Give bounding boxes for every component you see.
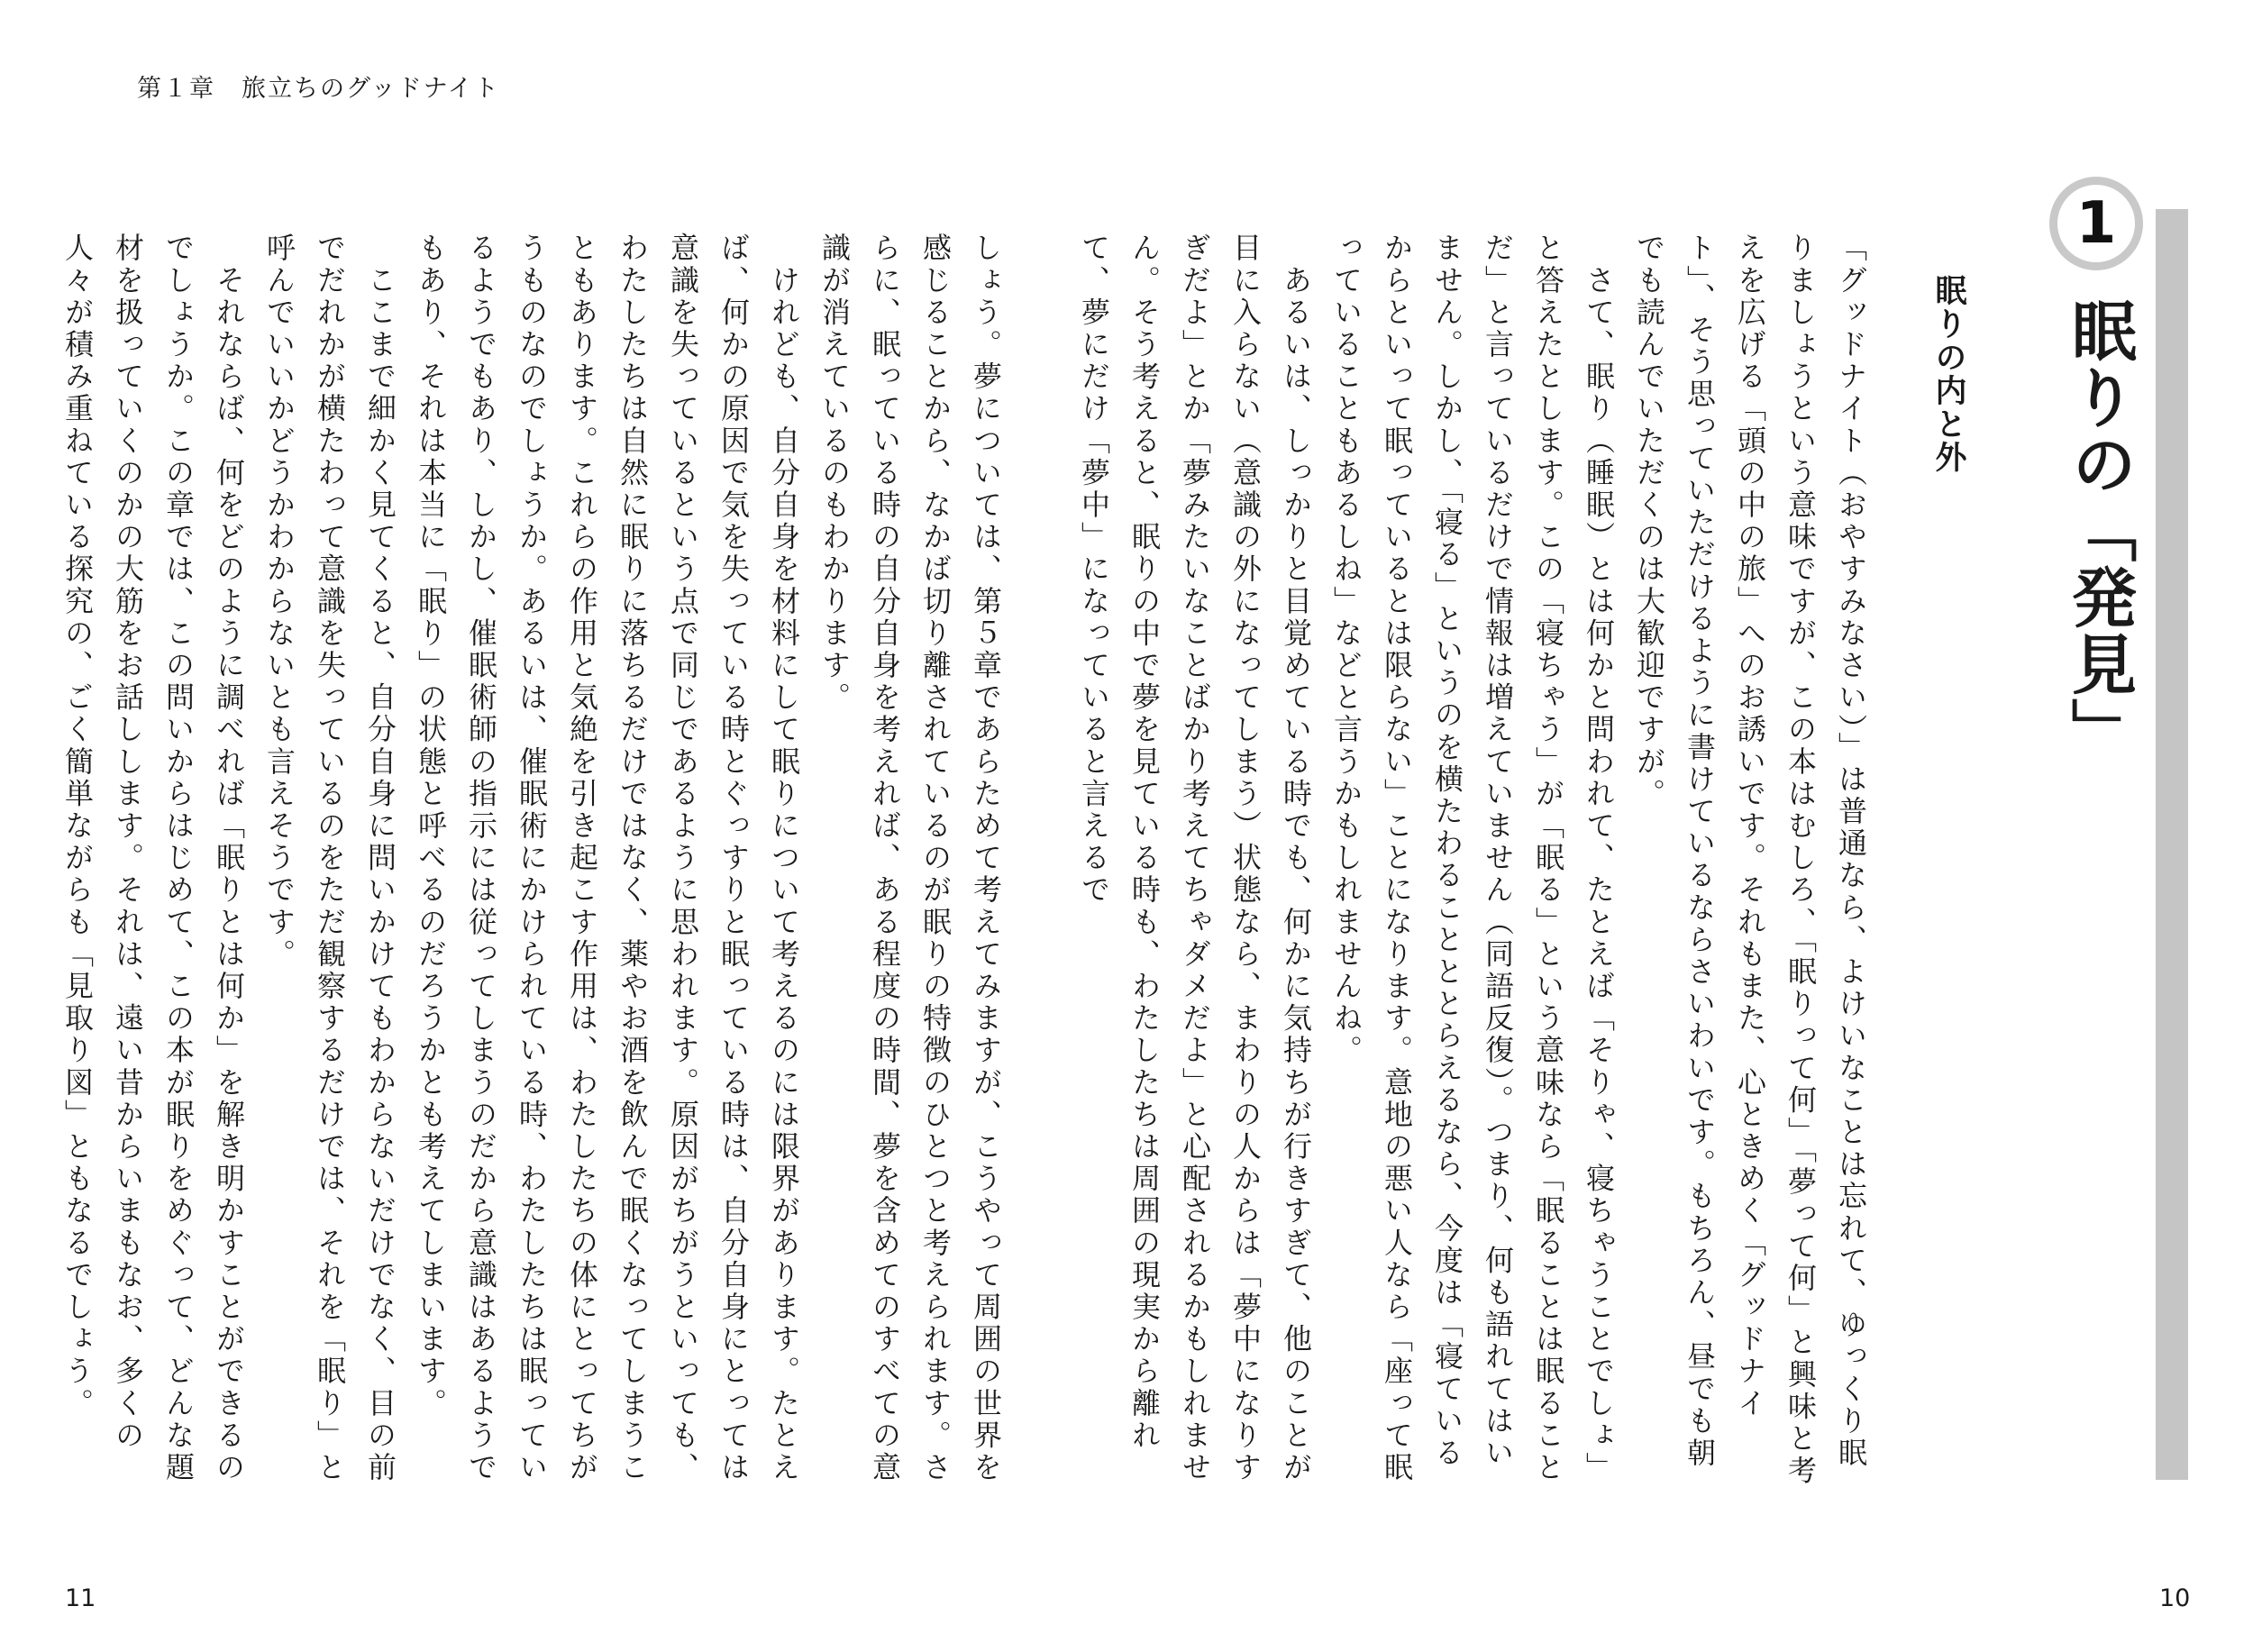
paragraph: しょう。夢については、第５章であらためて考えてみますが、こうやって周囲の世界を感じることから、なかば切り離されているのが眠りの特徴のひとつと考えられます。さらに、眠っている時の自分自身を考えれば、ある程度の時間、夢を含めてのすべての意識が消えているのもわかります。	[817, 233, 1003, 1484]
page-number-left: 11	[65, 1584, 96, 1612]
paragraph: 「グッドナイト（おやすみなさい）」は普通なら、よけいなことは忘れて、ゆっくり眠りましょうという意味ですが、この本はむしろ、「眠りって何」「夢って何」と興味と考えを広げる「頭の中の旅」へのお誘いです。それもまた、心ときめく「グッドナイト」、そう思っていただけるように書けているならさいわいです。もちろん、昼でも朝でも読んでいただくのは大歓迎ですが。	[1632, 233, 1868, 1487]
paragraph: あるいは、しっかりと目覚めている時でも、何かに気持ちが行きすぎて、他のことが目に入らない（意識の外になってしまう）状態なら、まわりの人からは「夢中になりすぎだよ」とか「夢みたいなことばかり考えてちゃダメだよ」と心配されるかもしれません。そう考えると、眠りの中で夢を見ている時も、わたしたちは周囲の現実から離れて、夢にだけ「夢中」になっていると言えるで	[1077, 233, 1313, 1484]
page-number-right: 10	[2159, 1584, 2191, 1612]
paragraph: それならば、何をどのように調べれば「眠りとは何か」を解き明かすことができるのでしょうか。この章では、この問いからはじめて、この本が眠りをめぐって、どんな題材を扱っていくのかの大筋をお話しします。それは、遠い昔からいまもなお、多くの人々が積み重ねている探究の、ごく簡単ながらも「見取り図」ともなるでしょう。	[60, 233, 246, 1484]
paragraph: けれども、自分自身を材料にして眠りについて考えるのには限界があります。たとえば、何かの原因で気を失っている時とぐっすりと眠っている時は、自分自身にとっては意識を失っているという点で同じであるように思われます。原因がちがうといっても、わたしたちは自然に眠りに落ちるだけではなく、薬やお酒を飲んで眠くなってしまうこともあります。これらの作用と気絶を引き起こす作用は、わたしたちの体にとってちがうものなのでしょうか。あるいは、催眠術にかけられている時、わたしたちは眠っているようでもあり、しかし、催眠術師の指示には従ってしまうのだから意識はあるようでもあり、それは本当に「眠り」の状態と呼べるのだろうかとも考えてしまいます。	[414, 233, 801, 1484]
left-page-body	[60, 233, 1011, 1494]
section-title: 眠りの「発見」	[2061, 297, 2137, 764]
section-number-badge: 1	[2049, 177, 2143, 270]
right-page-body	[1077, 233, 1876, 1494]
running-header-chapter: 第１章 旅立ちのグッドナイト	[137, 75, 500, 103]
paragraph: ここまで細かく見てくると、自分自身に問いかけてもわからないだけでなく、目の前でだれかが横たわって意識を失っているのをただ観察するだけでは、それを「眠り」と呼んでいいかどうかわからないとも言えそうです。	[262, 233, 397, 1484]
paragraph: さて、眠り（睡眠）とは何かと問われて、たとえば「そりゃ、寝ちゃうことでしょ」と答えたとします。この「寝ちゃう」が「眠る」という意味なら「眠ることは眠ることだ」と言っているだけで情報は増えていません（同語反復）。つまり、何も語れてはいません。しかし、「寝る」というのを横たわることととらえるなら、今度は「寝ているからといって眠っているとは限らない」ことになります。意地の悪い人なら「座って眠っていることもあるしね」などと言うかもしれませんね。	[1329, 233, 1616, 1484]
subsection-title: 眠りの内と外	[1930, 274, 1966, 474]
section-accent-bar	[2156, 209, 2188, 1480]
